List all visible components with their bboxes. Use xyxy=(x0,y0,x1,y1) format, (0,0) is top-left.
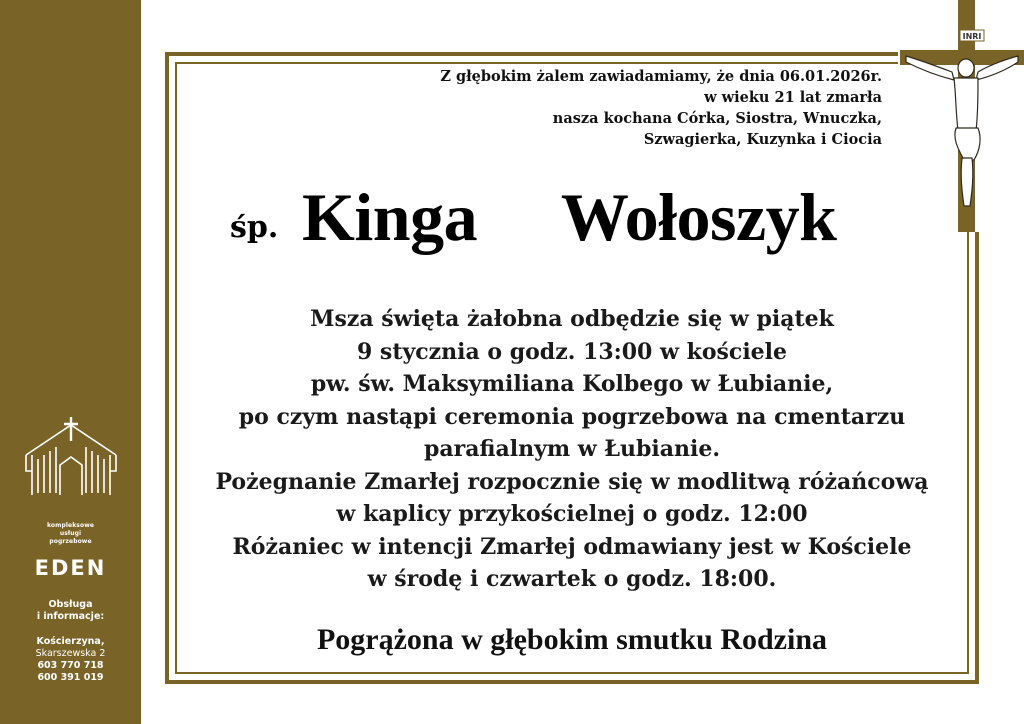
name-prefix: śp. xyxy=(230,210,279,245)
closing-family-line: Pogrążona w głębokim smutku Rodzina xyxy=(316,623,828,656)
death-announcement-intro: Z głębokim żalem zawiadamiamy, że dnia 06.01.2026r. w wieku 21 lat zmarła nasza kochana Córka, Siostra, Wnuczka, Szwagierka, Kuzynka i Ciocia xyxy=(440,68,882,148)
info-label: Obsługa i informacje: xyxy=(36,599,105,622)
phone-2: 600 391 019 xyxy=(37,672,104,683)
street: Skarszewska 2 xyxy=(35,648,106,659)
brand-name: EDEN xyxy=(34,556,107,580)
crucifix-inscription: INRI xyxy=(962,32,982,41)
deceased-name-row xyxy=(210,178,950,268)
deceased-name: Kinga Wołoszyk xyxy=(302,179,837,255)
city: Kościerzyna, xyxy=(36,636,105,647)
funeral-home-sidebar xyxy=(0,0,141,724)
funeral-details: Msza święta żałobna odbędzie się w piątek 9 stycznia o godz. 13:00 w kościele pw. św. Maksymiliana Kolbego w Łubianie, po czym nastąpi ceremonia pogrzebowa na cmentarzu parafialnym w Łubianie. Pożegnanie Zmarłej rozpocznie się w modlitwą różańcową w kaplicy przykościelnej o godz. 12:00 Różaniec w intencji Zmarłej odmawiany jest w Kościele w środę i czwartek o godz. 18:00. xyxy=(215,306,929,592)
chapel-outline-icon xyxy=(22,415,120,505)
sidebar-tagline: kompleksowe usługi pogrzebowe xyxy=(46,522,95,545)
contact-address xyxy=(0,636,141,684)
phone-1: 603 770 718 xyxy=(37,660,104,671)
